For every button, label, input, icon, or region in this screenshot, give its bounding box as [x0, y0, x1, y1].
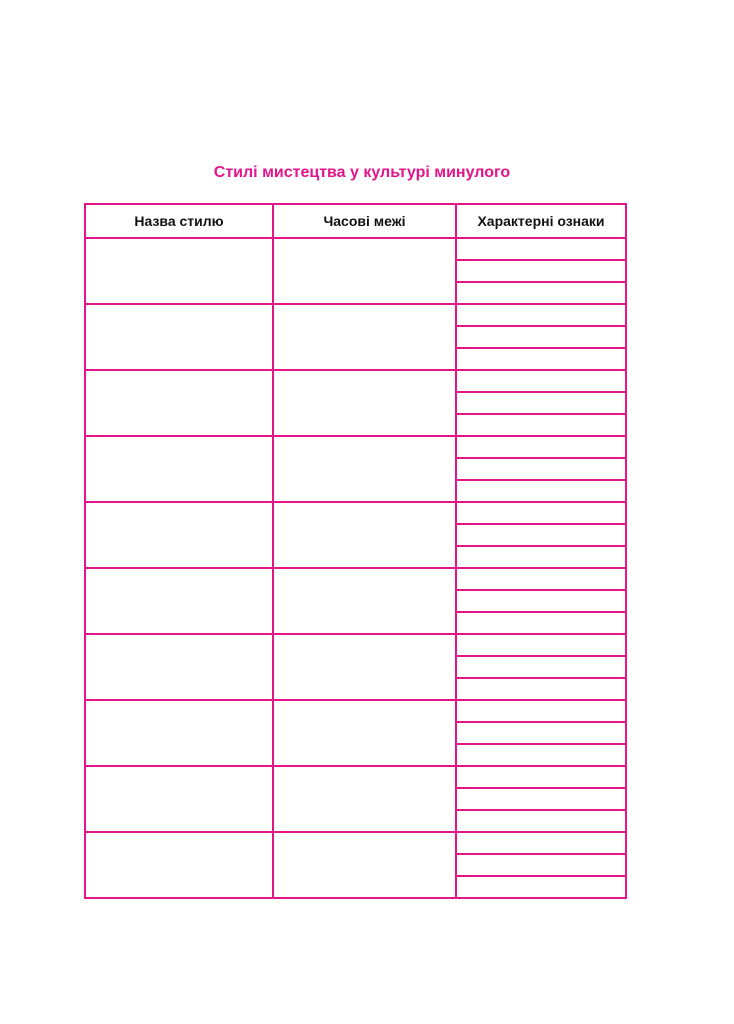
- header-characteristics: Характерні ознаки: [456, 204, 626, 238]
- table-row: [85, 502, 626, 524]
- characteristic-cell[interactable]: [456, 348, 626, 370]
- characteristic-cell[interactable]: [456, 788, 626, 810]
- time-period-cell[interactable]: [273, 832, 456, 898]
- characteristic-cell[interactable]: [456, 546, 626, 568]
- table-row: [85, 436, 626, 458]
- characteristic-cell[interactable]: [456, 722, 626, 744]
- header-time-period: Часові межі: [273, 204, 456, 238]
- characteristic-cell[interactable]: [456, 678, 626, 700]
- table-row: [85, 238, 626, 260]
- characteristic-cell[interactable]: [456, 656, 626, 678]
- time-period-cell[interactable]: [273, 700, 456, 766]
- characteristic-cell[interactable]: [456, 392, 626, 414]
- style-name-cell[interactable]: [85, 238, 273, 304]
- table-row: [85, 700, 626, 722]
- table-row: [85, 634, 626, 656]
- characteristic-cell[interactable]: [456, 854, 626, 876]
- characteristic-cell[interactable]: [456, 282, 626, 304]
- table-row: [85, 568, 626, 590]
- characteristic-cell[interactable]: [456, 260, 626, 282]
- table-row: [85, 766, 626, 788]
- style-name-cell[interactable]: [85, 832, 273, 898]
- characteristic-cell[interactable]: [456, 700, 626, 722]
- characteristic-cell[interactable]: [456, 238, 626, 260]
- time-period-cell[interactable]: [273, 502, 456, 568]
- characteristic-cell[interactable]: [456, 524, 626, 546]
- time-period-cell[interactable]: [273, 436, 456, 502]
- characteristic-cell[interactable]: [456, 744, 626, 766]
- characteristic-cell[interactable]: [456, 458, 626, 480]
- characteristic-cell[interactable]: [456, 876, 626, 898]
- page-title: Стилі мистецтва у культурі минулого: [213, 164, 511, 181]
- time-period-cell[interactable]: [273, 634, 456, 700]
- characteristic-cell[interactable]: [456, 326, 626, 348]
- characteristic-cell[interactable]: [456, 766, 626, 788]
- characteristic-cell[interactable]: [456, 304, 626, 326]
- characteristic-cell[interactable]: [456, 480, 626, 502]
- time-period-cell[interactable]: [273, 766, 456, 832]
- style-name-cell[interactable]: [85, 634, 273, 700]
- style-name-cell[interactable]: [85, 370, 273, 436]
- characteristic-cell[interactable]: [456, 502, 626, 524]
- header-style-name: Назва стилю: [85, 204, 273, 238]
- table-body: [85, 238, 626, 898]
- time-period-cell[interactable]: [273, 238, 456, 304]
- characteristic-cell[interactable]: [456, 414, 626, 436]
- style-name-cell[interactable]: [85, 502, 273, 568]
- style-name-cell[interactable]: [85, 568, 273, 634]
- table-row: [85, 304, 626, 326]
- style-name-cell[interactable]: [85, 304, 273, 370]
- table-row: [85, 370, 626, 392]
- time-period-cell[interactable]: [273, 568, 456, 634]
- characteristic-cell[interactable]: [456, 832, 626, 854]
- characteristic-cell[interactable]: [456, 568, 626, 590]
- style-name-cell[interactable]: [85, 766, 273, 832]
- style-name-cell[interactable]: [85, 436, 273, 502]
- characteristic-cell[interactable]: [456, 590, 626, 612]
- style-name-cell[interactable]: [85, 700, 273, 766]
- table-row: [85, 832, 626, 854]
- characteristic-cell[interactable]: [456, 370, 626, 392]
- characteristic-cell[interactable]: [456, 436, 626, 458]
- characteristic-cell[interactable]: [456, 612, 626, 634]
- table-header-row: [85, 204, 626, 238]
- time-period-cell[interactable]: [273, 304, 456, 370]
- characteristic-cell[interactable]: [456, 810, 626, 832]
- styles-table: [84, 203, 627, 899]
- characteristic-cell[interactable]: [456, 634, 626, 656]
- time-period-cell[interactable]: [273, 370, 456, 436]
